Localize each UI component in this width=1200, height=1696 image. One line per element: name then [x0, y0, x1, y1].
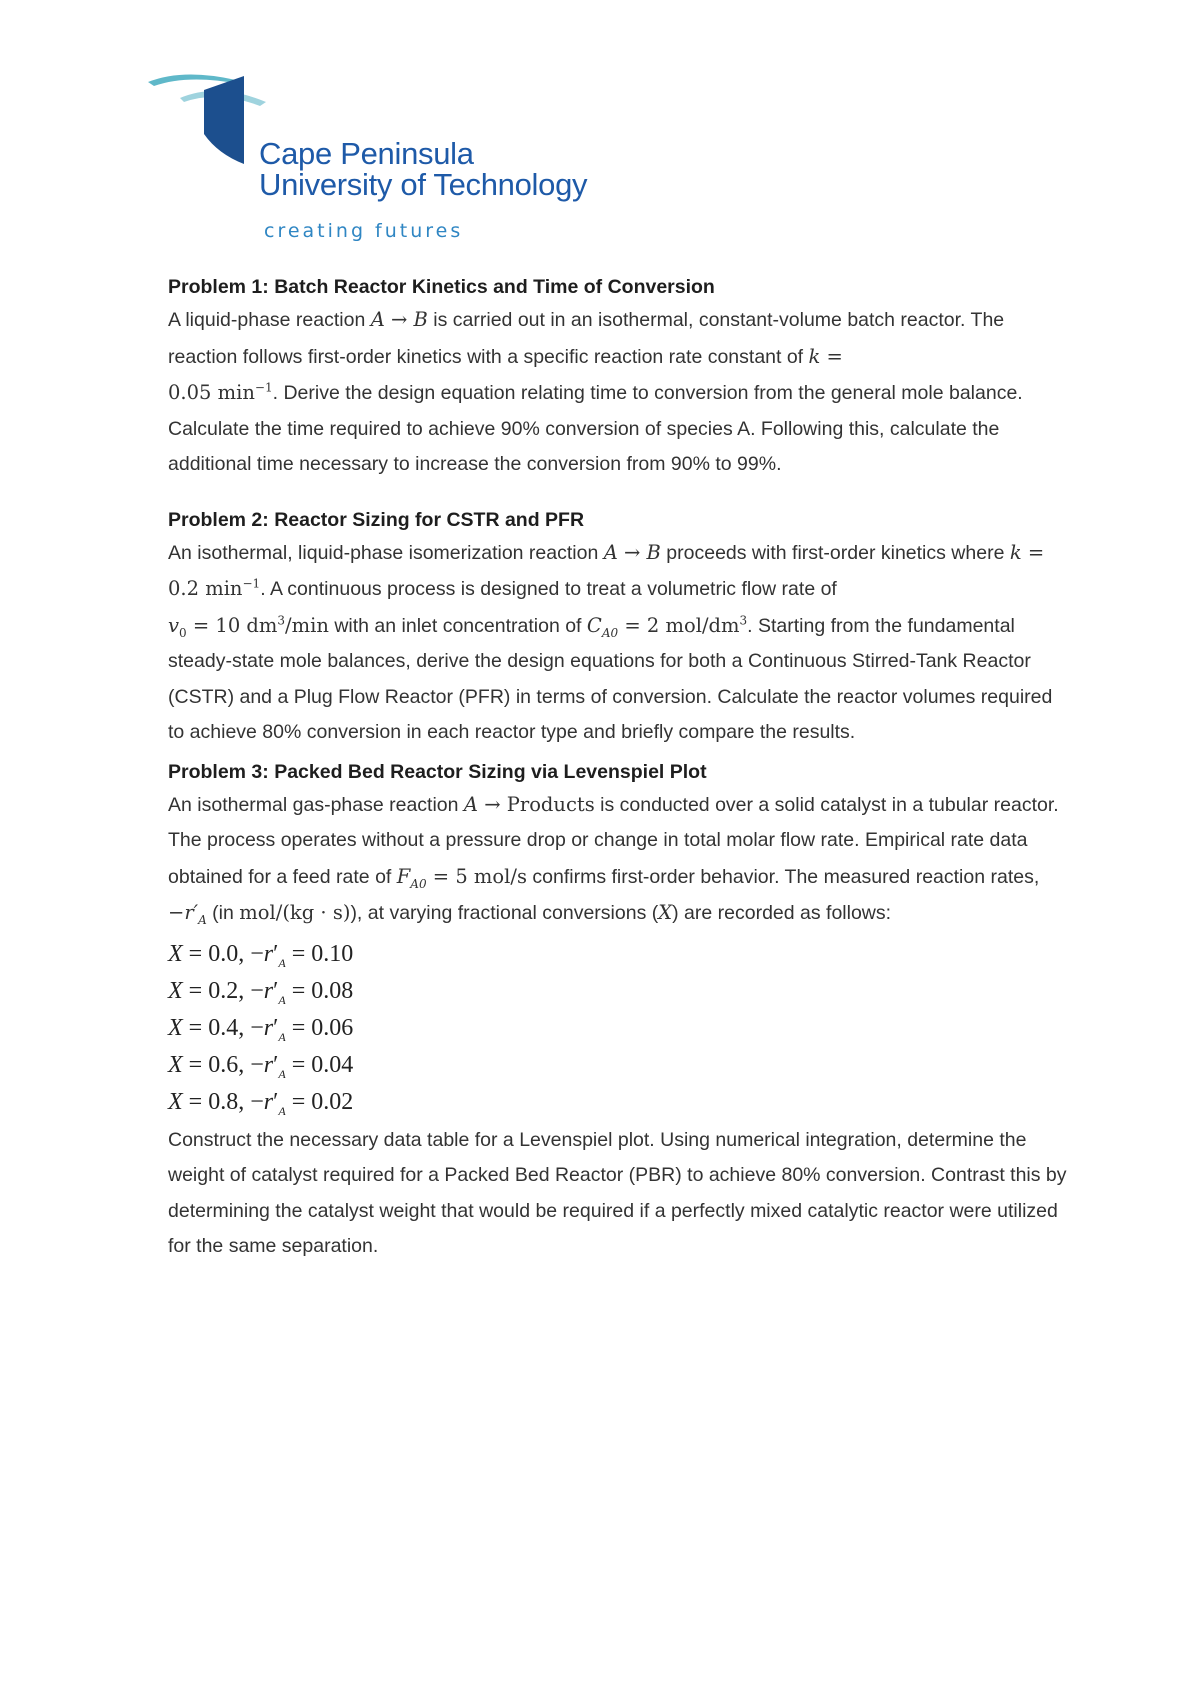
- text-run: is carried out in an isothermal, constant-volume batch reactor. The reaction follows first-order kinetics with a specific reaction rate constant of: [168, 309, 1005, 368]
- problem-sheet: [168, 272, 1068, 1265]
- math-text: = 0.2 min: [168, 540, 1045, 600]
- text-run: ) are recorded as follows:: [672, 902, 892, 924]
- rate-data-row: X = 0.0, $-r'_A = 0.10$: [168, 940, 354, 970]
- math-reaction: A → B: [370, 308, 428, 331]
- problem-2: [168, 505, 1068, 751]
- math-sub: 0: [179, 625, 187, 640]
- math-k: k =: [808, 344, 843, 368]
- problem-3-title: Problem 3: Packed Bed Reactor Sizing via Levenspiel Plot: [168, 760, 707, 783]
- problem-1: [168, 272, 1068, 483]
- math-text: 0.05 min: [168, 381, 255, 404]
- problem-3-text: [168, 787, 1068, 932]
- math-c: C: [586, 613, 602, 637]
- text-run: is conducted over a solid catalyst in a tubular reactor. The process operates without a pressure drop or change in total molar flow rate. Empirical rate data obtained for a feed rate of: [168, 793, 1059, 888]
- rate-data-row: X = 0.4, $-r'_A = 0.06$: [168, 1014, 354, 1044]
- logo-tagline: creating futures: [264, 220, 464, 242]
- math-sup: 3: [277, 613, 286, 627]
- problem-1-title: Problem 1: Batch Reactor Kinetics and Time of Conversion: [168, 276, 715, 298]
- rate-value: 0.10: [311, 940, 354, 967]
- math-f: F: [396, 864, 411, 888]
- text-run: ), at varying fractional conversions (: [350, 902, 659, 924]
- math-text: = 10 dm: [186, 613, 278, 637]
- rate-data-row: X = 0.8, $-r'_A = 0.02$: [168, 1088, 354, 1118]
- math-sup: −1: [254, 380, 273, 395]
- math-a: A: [463, 792, 479, 816]
- text-run: An isothermal gas-phase reaction: [168, 793, 464, 816]
- text-run: (in: [206, 902, 240, 924]
- rate-value: 0.02: [311, 1088, 354, 1115]
- conversion-value: 0.8: [208, 1088, 239, 1115]
- math-text: → Products: [478, 792, 595, 816]
- math-rate: −r′: [168, 901, 199, 924]
- math-text: /min: [285, 613, 329, 637]
- rate-data-row: X = 0.6, $-r'_A = 0.04$: [168, 1051, 354, 1081]
- math-x: X: [658, 901, 673, 924]
- university-logo: [148, 72, 608, 247]
- math-v: v: [168, 613, 180, 637]
- problem-1-text: [168, 302, 1068, 483]
- math-sup: 3: [739, 613, 748, 627]
- rate-data-list: [168, 936, 1068, 1121]
- conversion-value: 0.0: [208, 940, 239, 967]
- problem-2-title: Problem 2: Reactor Sizing for CSTR and PFR: [168, 508, 585, 531]
- rate-value: 0.04: [311, 1051, 354, 1078]
- problem-3-closing: Construct the necessary data table for a Levenspiel plot. Using numerical integration, determine the weight of catalyst required for a Packed Bed Reactor (PBR) to achieve 80% conversion. Contrast this by determining the catalyst weight that would be required if a perfectly mixed catalytic reactor were utilized for the same separation.: [168, 1128, 1067, 1257]
- text-run: confirms first-order behavior. The measured reaction rates,: [526, 865, 1040, 888]
- math-sub: A0: [410, 876, 427, 891]
- conversion-value: 0.4: [208, 1014, 239, 1041]
- math-sub: A: [198, 912, 207, 927]
- math-units: mol/(kg · s): [239, 901, 351, 924]
- problem-2-text: [168, 535, 1068, 751]
- text-run: . A continuous process is designed to treat a volumetric flow rate of: [260, 578, 837, 600]
- rate-value: 0.06: [311, 1014, 354, 1041]
- math-sup: −1: [242, 576, 261, 591]
- math-reaction: A → B: [603, 540, 661, 564]
- logo-line-2: University of Technology: [259, 167, 588, 202]
- text-run: proceeds with first-order kinetics where: [660, 541, 1010, 564]
- logo-wordmark: [259, 138, 587, 200]
- math-k-value: [168, 381, 273, 404]
- rate-data-row: X = 0.2, $-r'_A = 0.08$: [168, 977, 354, 1007]
- text-run: with an inlet concentration of: [328, 614, 587, 637]
- text-run: . Derive the design equation relating time to conversion from the general mole balance. Calculate the time required to achieve 90% conversion of species A. Following this, calculate the additional time necessary to increase the conversion from 90% to 99%.: [168, 382, 1023, 475]
- problem-3: [168, 757, 1068, 1265]
- math-k: k: [1009, 540, 1022, 564]
- rate-value: 0.08: [311, 977, 354, 1004]
- text-run: . Starting from the fundamental steady-state mole balances, derive the design equations for both a Continuous Stirred-Tank Reactor (CSTR) and a Plug Flow Reactor (PFR) in terms of conversion. Calculate the reactor volumes required to achieve 80% conversion in each reactor type and briefly compare the results.: [168, 614, 1053, 743]
- conversion-value: 0.6: [208, 1051, 239, 1078]
- text-run: A liquid-phase reaction: [168, 309, 371, 331]
- text-run: An isothermal, liquid-phase isomerization reaction: [168, 541, 604, 564]
- conversion-value: 0.2: [208, 977, 239, 1004]
- math-text: = 5 mol/s: [426, 864, 527, 888]
- math-text: = 2 mol/dm: [618, 613, 740, 637]
- logo-line-1: Cape Peninsula: [259, 136, 474, 171]
- math-sub: A0: [601, 625, 619, 640]
